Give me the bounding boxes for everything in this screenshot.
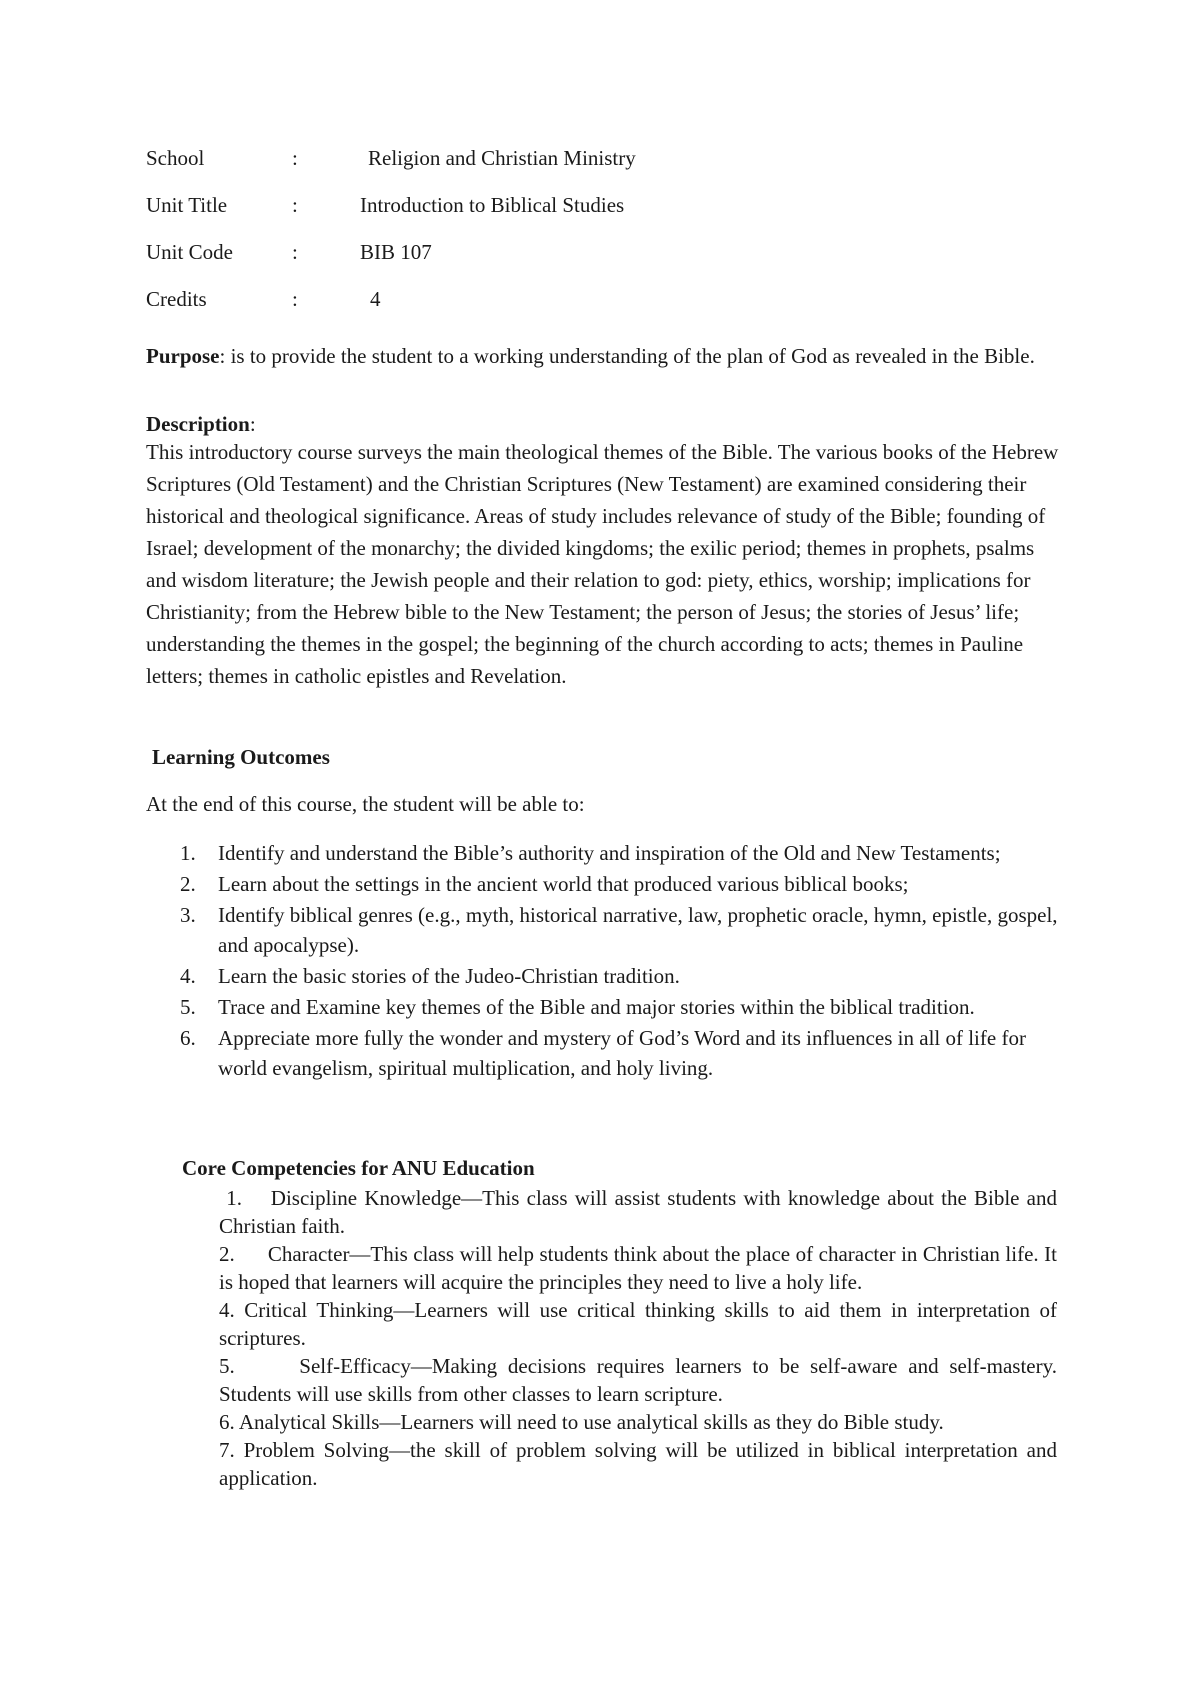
learning-outcomes-list <box>146 838 1066 1084</box>
learning-outcomes-intro: At the end of this course, the student will be able to: <box>146 792 585 816</box>
description-heading: Description <box>146 412 250 436</box>
list-item <box>146 869 1066 899</box>
meta-row-unit-code <box>146 240 946 270</box>
meta-colon: : <box>292 193 298 217</box>
meta-label: School <box>146 146 205 170</box>
purpose-paragraph <box>146 340 1066 372</box>
list-item <box>146 1023 1066 1083</box>
meta-value: BIB 107 <box>360 240 432 264</box>
list-item <box>146 838 1066 868</box>
meta-colon: : <box>292 146 298 170</box>
list-item: 4. Critical Thinking—Learners will use critical thinking skills to aid them in interpretation of scriptures. <box>219 1298 1063 1350</box>
list-item-number: 2. <box>180 872 196 896</box>
meta-label: Unit Title <box>146 193 228 217</box>
list-item <box>146 900 1066 960</box>
list-item-number: 5. <box>180 995 196 1019</box>
meta-value: Introduction to Biblical Studies <box>360 193 625 217</box>
meta-row-unit-title <box>146 193 946 223</box>
list-item: 2. Character—This class will help students think about the place of character in Christian life. It is hoped that learners will acquire the principles they need to live a holy life. <box>219 1242 1063 1294</box>
list-item-text: Learn about the settings in the ancient world that produced various biblical books; <box>218 872 909 896</box>
list-item-number: 3. <box>180 903 196 927</box>
list-item-text: Identify and understand the Bible’s authority and inspiration of the Old and New Testaments; <box>218 841 1001 865</box>
purpose-text: : is to provide the student to a working understanding of the plan of God as revealed in the Bible. <box>219 344 1035 368</box>
meta-row-school <box>146 146 946 176</box>
list-item-text: Trace and Examine key themes of the Bible and major stories within the biblical tradition. <box>218 995 975 1019</box>
list-item: 6. Analytical Skills—Learners will need to use analytical skills as they do Bible study. <box>219 1410 944 1434</box>
core-competencies-heading <box>182 1156 535 1181</box>
description-text: This introductory course surveys the main theological themes of the Bible. The various books of the Hebrew Scriptures (Old Testament) and the Christian Scriptures (New Testament) are examined considering their historical and theological significance. Areas of study includes relevance of study of the Bible; founding of Israel; development of the monarchy; the divided kingdoms; the exilic period; themes in prophets, psalms and wisdom literature; the Jewish people and their relation to god: piety, ethics, worship; implications for Christianity; from the Hebrew bible to the New Testament; the person of Jesus; the stories of Jesus’ life; understanding the themes in the gospel; the beginning of the church according to acts; themes in Pauline letters; themes in catholic epistles and Revelation. <box>146 440 1059 688</box>
list-item <box>146 961 1066 991</box>
list-item-number: 6. <box>180 1026 196 1050</box>
list-item: 5. Self-Efficacy—Making decisions requires learners to be self-aware and self-mastery. Students will use skills from other classes to learn scripture. <box>219 1354 1063 1406</box>
list-item-number: 4. <box>180 964 196 988</box>
meta-value: Religion and Christian Ministry <box>368 146 636 170</box>
list-item-text: Appreciate more fully the wonder and mystery of God’s Word and its influences in all of life for world evangelism, spiritual multiplication, and holy living. <box>218 1026 1026 1080</box>
meta-value: 4 <box>370 287 381 311</box>
list-item: 1. Discipline Knowledge—This class will assist students with knowledge about the Bible and Christian faith. <box>219 1186 1063 1238</box>
list-item <box>146 992 1066 1022</box>
list-item: 7. Problem Solving—the skill of problem solving will be utilized in biblical interpretation and application. <box>219 1438 1063 1490</box>
purpose-heading: Purpose <box>146 344 220 368</box>
learning-outcomes-heading <box>152 745 330 770</box>
meta-label: Unit Code <box>146 240 233 264</box>
list-item-number: 1. <box>180 841 196 865</box>
learning-outcomes-heading-text: Learning Outcomes <box>152 745 330 769</box>
description-colon: : <box>249 412 256 436</box>
list-item-text: Identify biblical genres (e.g., myth, historical narrative, law, prophetic oracle, hymn, epistle, gospel, and apocalypse). <box>218 903 1058 957</box>
meta-label: Credits <box>146 287 207 311</box>
meta-row-credits <box>146 287 946 317</box>
core-competencies-heading-text: Core Competencies for ANU Education <box>182 1156 535 1180</box>
list-item-text: Learn the basic stories of the Judeo-Christian tradition. <box>218 964 680 988</box>
meta-colon: : <box>292 287 298 311</box>
core-competencies-list <box>219 1184 1063 1492</box>
meta-colon: : <box>292 240 298 264</box>
